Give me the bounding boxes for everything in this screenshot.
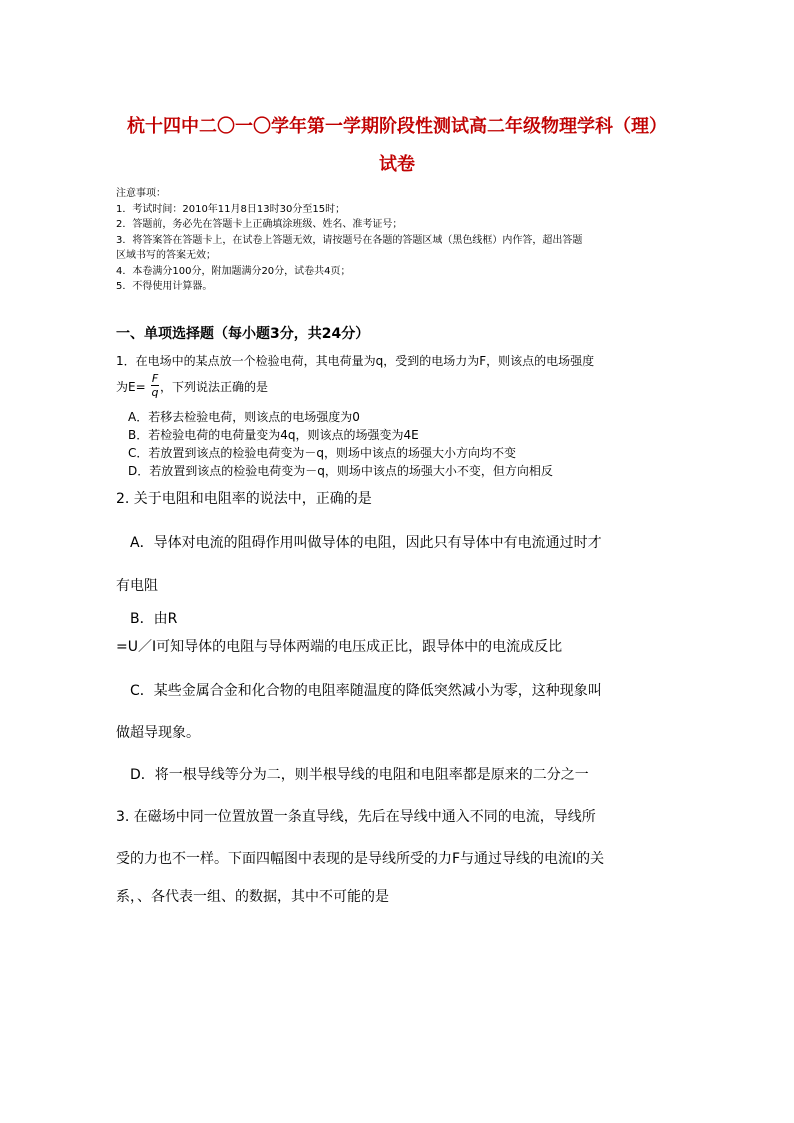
fraction-f-over-q: [150, 372, 160, 399]
question-3-stem-end: 系，、各代表一组、的数据，其中不可能的是: [116, 889, 389, 905]
question-1-option-a: A．若移去检验电荷，则该点的电场强度为0: [128, 410, 360, 424]
question-2-option-b-continued: =U／I可知导体的电阻与导体两端的电压成正比，跟导体中的电流成反比: [116, 639, 563, 655]
formula-prefix: 为E=: [116, 380, 146, 394]
exam-title: 杭十四中二〇一〇学年第一学期阶段性测试高二年级物理学科（理）: [127, 116, 667, 137]
question-2-option-c-continued: 做超导现象。: [116, 725, 200, 741]
exam-title-continued: 试卷: [379, 154, 415, 175]
fraction-numerator: F: [151, 372, 159, 385]
question-1-option-c: C．若放置到该点的检验电荷变为－q，则场中该点的场强大小方向均不变: [128, 446, 516, 460]
formula-suffix: ，下列说法正确的是: [160, 380, 269, 394]
question-2-option-d: D．将一根导线等分为二，则半根导线的电阻和电阻率都是原来的二分之一: [130, 767, 589, 783]
notes-heading: 注意事项：: [116, 188, 166, 199]
notes-item: 5．不得使用计算器。: [116, 281, 213, 292]
question-2-option-a: A．导体对电流的阻碍作用叫做导体的电阻，因此只有导体中有电流通过时才: [130, 535, 602, 551]
exam-notes: [116, 186, 696, 295]
question-1-option-d: D．若放置到该点的检验电荷变为－q，则场中该点的场强大小不变，但方向相反: [128, 464, 553, 478]
notes-item: 4．本卷满分100分，附加题满分20分，试卷共4页；: [116, 265, 351, 277]
notes-item: 2．答题前，务必先在答题卡上正确填涂班级、姓名、准考证号；: [116, 219, 403, 230]
section-heading: 一、单项选择题（每小题3分，共24分）: [116, 326, 370, 342]
question-1-option-b: B．若检验电荷的电荷量变为4q，则该点的场强变为4E: [128, 428, 419, 442]
question-2-option-c: C．某些金属合金和化合物的电阻率随温度的降低突然减小为零，这种现象叫: [130, 683, 602, 699]
question-3-stem: 3. 在磁场中同一位置放置一条直导线，先后在导线中通入不同的电流，导线所: [116, 809, 596, 825]
notes-item: 3．将答案答在答题卡上，在试卷上答题无效，请按题号在各题的答题区域（黑色线框）内作答，超出答题: [116, 234, 583, 246]
question-1-stem-continued: [116, 378, 269, 395]
notes-item: 区域书写的答案无效；: [116, 250, 216, 261]
question-2-option-b: B．由R: [130, 611, 178, 627]
notes-item: 1．考试时间：2010年11月8日13时30分至15时；: [116, 203, 346, 215]
question-2-option-a-continued: 有电阻: [116, 578, 158, 594]
question-2-stem: 2. 关于电阻和电阻率的说法中，正确的是: [116, 491, 372, 507]
question-3-stem-continued: 受的力也不一样。下面四幅图中表现的是导线所受的力F与通过导线的电流I的关: [116, 851, 605, 867]
question-1-stem: 1．在电场中的某点放一个检验电荷，其电荷量为q，受到的电场力为F，则该点的电场强度: [116, 354, 595, 368]
fraction-denominator: q: [151, 386, 159, 399]
